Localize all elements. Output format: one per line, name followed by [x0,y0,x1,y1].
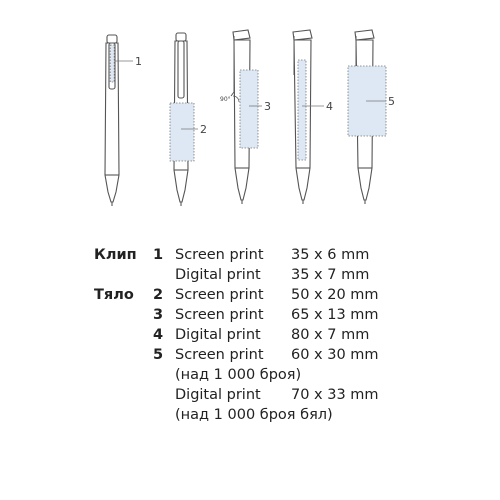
row-num: 2 [153,287,164,303]
row-size: 70 x 33 mm [291,387,379,403]
row-num: 4 [153,327,164,343]
row-method: Digital print [175,327,261,343]
row-method: Digital print [175,267,261,283]
row-size: 35 x 7 mm [291,267,370,283]
row-size: 60 x 30 mm [291,347,379,363]
row-note: (над 1 000 броя бял) [175,407,333,423]
row-method: Screen print [175,247,264,263]
callout-5: 5 [388,95,395,108]
callout-3: 3 [264,100,271,113]
angle-label: 90° [220,96,231,103]
callout-1: 1 [135,55,142,68]
row-method: Screen print [175,347,264,363]
row-size: 80 x 7 mm [291,327,370,343]
row-num: 5 [153,347,164,363]
row-size: 65 x 13 mm [291,307,379,323]
callout-2: 2 [200,123,207,136]
row-method: Screen print [175,287,264,303]
row-method: Screen print [175,307,264,323]
callout-4: 4 [326,100,333,113]
row-size: 50 x 20 mm [291,287,379,303]
row-method: Digital print [175,387,261,403]
clip-label: Клип [94,247,137,263]
row-num: 1 [153,247,164,263]
row-size: 35 x 6 mm [291,247,370,263]
row-note: (над 1 000 броя) [175,367,302,383]
row-num: 3 [153,307,164,323]
body-label: Тяло [94,287,134,303]
